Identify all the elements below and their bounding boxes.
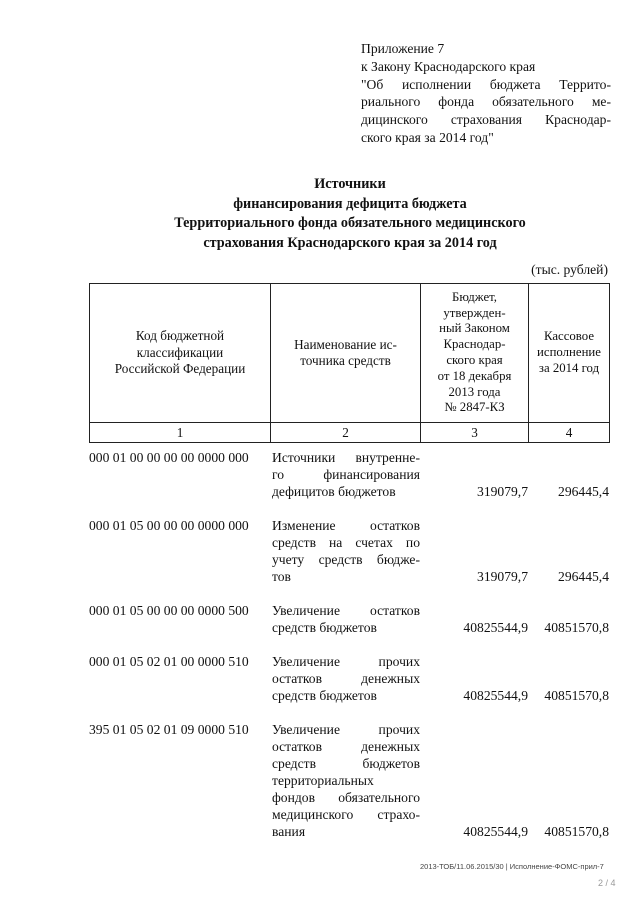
table-row <box>89 721 609 840</box>
footer-filename: 2013-ТОБ/11.06.2015/30 | Исполнение-ФОМС-прил-7 <box>420 862 604 871</box>
title-line: финансирования дефицита бюджета <box>233 195 467 212</box>
table-row <box>89 517 609 585</box>
table-row <box>89 602 609 636</box>
row-code: 000 01 05 00 00 00 0000 000 <box>89 518 249 533</box>
page-mark: 2 / 4 <box>598 878 616 888</box>
row-execution: 296445,4 <box>558 569 609 584</box>
appendix-line: ского края за 2014 год" <box>361 129 494 145</box>
row-budget: 40825544,9 <box>463 824 528 839</box>
table-header <box>89 283 610 443</box>
table-row <box>89 653 609 704</box>
row-name: Увеличение прочих остатков денежных средств бюджетов территориальных фондов обязательного медицинского страхо- вания <box>272 722 420 839</box>
row-name: Увеличение остатков средств бюджетов <box>272 603 420 635</box>
row-code: 000 01 05 02 01 00 0000 510 <box>89 654 249 669</box>
column-number: 1 <box>90 423 271 443</box>
row-code: 395 01 05 02 01 09 0000 510 <box>89 722 249 737</box>
column-number: 2 <box>271 423 421 443</box>
row-name: Увеличение прочих остатков денежных средств бюджетов <box>272 654 420 703</box>
title-line: Территориального фонда обязательного медицинского <box>174 215 526 231</box>
appendix-line: дицинского страхования Краснодар- <box>361 112 611 128</box>
header-budget: Бюджет, утвержден- ный Законом Краснодар- ского края от 18 декабря 2013 года № 2847-КЗ <box>421 284 529 423</box>
column-number: 4 <box>529 423 610 443</box>
row-name: Источники внутренне- го финансирования дефицитов бюджетов <box>272 450 420 499</box>
header-name: Наименование ис- точника средств <box>271 284 421 423</box>
appendix-line: риального фонда обязательного ме- <box>361 94 611 110</box>
unit-label: (тыс. рублей) <box>531 262 608 277</box>
header-execution: Кассовое исполнение за 2014 год <box>529 284 610 423</box>
row-execution: 40851570,8 <box>544 824 609 839</box>
appendix-line: "Об исполнении бюджета Террито- <box>361 76 611 92</box>
appendix-line: к Закону Краснодарского края <box>361 58 536 74</box>
document-title <box>100 175 600 253</box>
column-number: 3 <box>421 423 529 443</box>
title-line: страхования Краснодарского края за 2014 год <box>203 234 497 251</box>
table-body <box>89 447 609 840</box>
row-execution: 40851570,8 <box>544 688 609 703</box>
row-code: 000 01 05 00 00 00 0000 500 <box>89 603 249 618</box>
row-budget: 40825544,9 <box>463 620 528 635</box>
row-execution: 296445,4 <box>558 484 609 499</box>
row-budget: 319079,7 <box>477 569 528 584</box>
row-budget: 319079,7 <box>477 484 528 499</box>
row-name: Изменение остатков средств на счетах по учету средств бюдже- тов <box>272 518 420 584</box>
title-line: Источники <box>314 176 386 192</box>
appendix-line: Приложение 7 <box>361 41 445 56</box>
appendix-block <box>361 40 611 147</box>
row-code: 000 01 00 00 00 00 0000 000 <box>89 450 249 465</box>
row-budget: 40825544,9 <box>463 688 528 703</box>
table-row <box>89 449 609 500</box>
row-execution: 40851570,8 <box>544 620 609 635</box>
header-code: Код бюджетной классификации Российской Федерации <box>90 284 271 423</box>
